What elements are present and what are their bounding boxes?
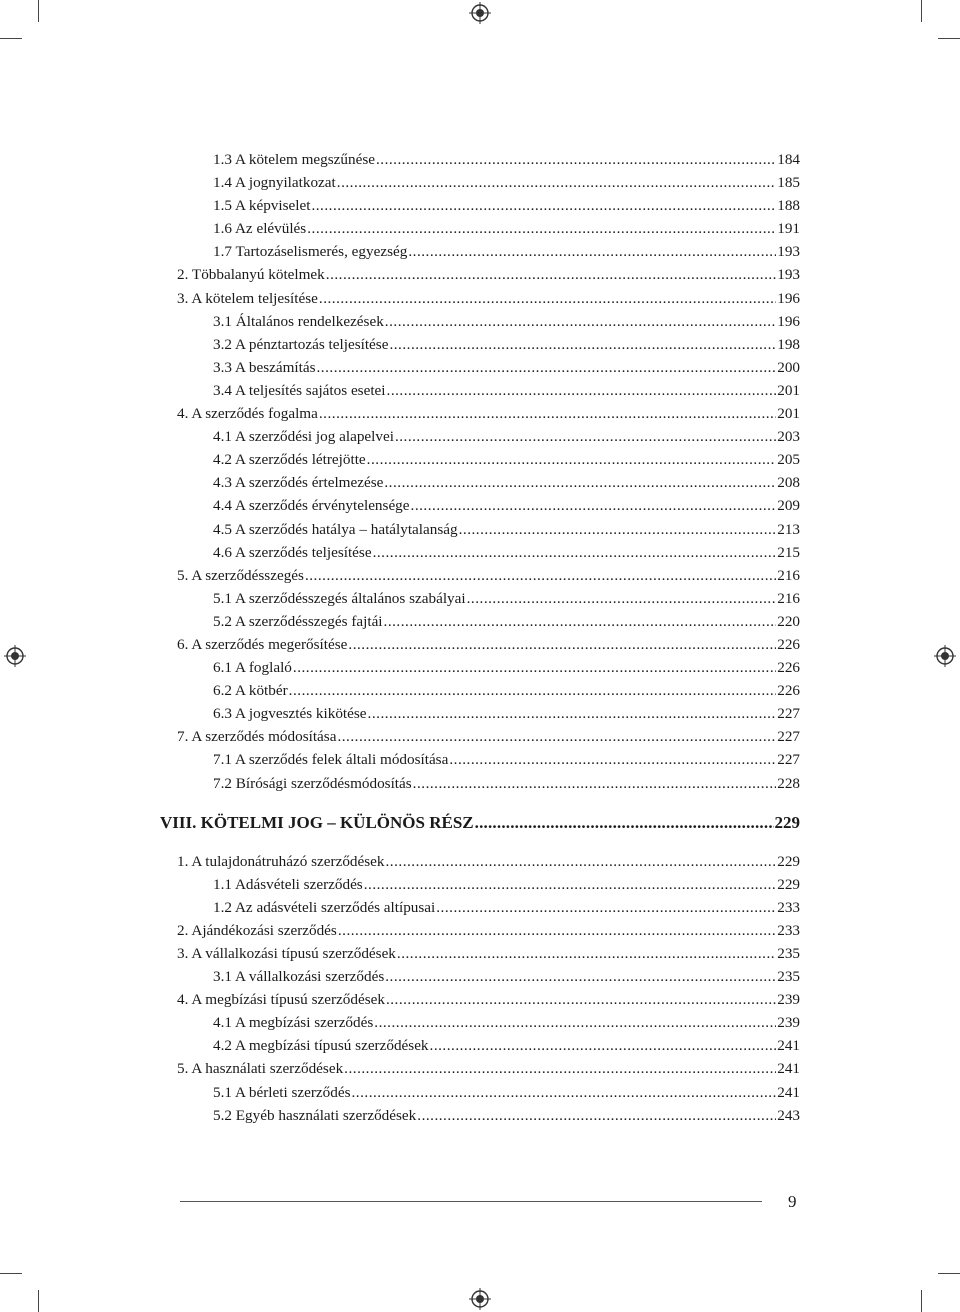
- toc-entry: [160, 965, 800, 988]
- toc-entry: [160, 748, 800, 771]
- registration-mark-right-icon: [934, 645, 956, 667]
- toc-entry: [160, 873, 800, 896]
- toc-leader-dots: [319, 287, 776, 310]
- toc-entry-page: 193: [777, 266, 800, 284]
- toc-entry: [160, 1034, 800, 1057]
- toc-leader-dots: [374, 1011, 776, 1034]
- toc-entry: [160, 541, 800, 564]
- toc-entry-page: 235: [777, 968, 800, 986]
- toc-entry-page: 226: [777, 635, 800, 653]
- toc-entry-page: 200: [777, 358, 800, 376]
- toc-leader-dots: [386, 850, 777, 873]
- toc-entry-label: 5.2 A szerződésszegés fajtái: [213, 612, 383, 630]
- toc-entry: [160, 1011, 800, 1034]
- toc-leader-dots: [384, 610, 777, 633]
- toc-entry-label: 5.1 A bérleti szerződés: [213, 1083, 351, 1101]
- toc-entry-label: 5. A szerződésszegés: [177, 566, 304, 584]
- toc-entry-label: 2. Többalanyú kötelmek: [177, 266, 325, 284]
- toc-entry-page: 227: [777, 705, 800, 723]
- toc-entry-label: 3.2 A pénztartozás teljesítése: [213, 335, 389, 353]
- toc-entry-label: 3.3 A beszámítás: [213, 358, 316, 376]
- crop-mark-top-right-v: [921, 0, 922, 22]
- toc-leader-dots: [376, 148, 776, 171]
- toc-entry-label: 7.2 Bírósági szerződésmódosítás: [213, 774, 412, 792]
- toc-entry-page: 239: [777, 1014, 800, 1032]
- toc-entry-page: 228: [777, 774, 800, 792]
- toc-leader-dots: [289, 679, 777, 702]
- toc-entry-page: 203: [777, 428, 800, 446]
- toc-entry-page: 227: [777, 728, 800, 746]
- toc-part-heading: [160, 808, 800, 838]
- toc-entry-label: 4.1 A megbízási szerződés: [213, 1014, 374, 1032]
- toc-entry-label: 1.4 A jognyilatkozat: [213, 174, 336, 192]
- toc-entry-page: 196: [777, 289, 800, 307]
- toc-entry-page: 208: [777, 474, 800, 492]
- toc-entry: [160, 518, 800, 541]
- toc-leader-dots: [367, 448, 777, 471]
- crop-mark-bottom-right-h: [938, 1273, 960, 1274]
- toc-entry: [160, 772, 800, 795]
- toc-entry-page: 229: [777, 852, 800, 870]
- toc-leader-dots: [387, 379, 777, 402]
- toc-leader-dots: [305, 564, 776, 587]
- toc-entry-page: 185: [777, 174, 800, 192]
- toc-entry-label: 1. A tulajdonátruházó szerződések: [177, 852, 385, 870]
- page-number: 9: [788, 1192, 797, 1211]
- footer-rule: [180, 1201, 762, 1202]
- toc-leader-dots: [337, 171, 776, 194]
- toc-entry-page: 226: [777, 682, 800, 700]
- toc-entry: [160, 448, 800, 471]
- toc-entry-label: 5. A használati szerződések: [177, 1060, 344, 1078]
- toc-entry: [160, 310, 800, 333]
- toc-leader-dots: [307, 217, 776, 240]
- toc-leader-dots: [459, 518, 777, 541]
- toc-leader-dots: [411, 494, 777, 517]
- toc-leader-dots: [397, 942, 776, 965]
- toc-entry-label: 5.1 A szerződésszegés általános szabályai: [213, 589, 466, 607]
- toc-entry-label: 4.6 A szerződés teljesítése: [213, 543, 372, 561]
- toc-leader-dots: [319, 402, 776, 425]
- toc-entry-label: 4. A megbízási típusú szerződések: [177, 991, 385, 1009]
- toc-entry: [160, 896, 800, 919]
- toc-entry-page: 215: [777, 543, 800, 561]
- toc-entry: [160, 610, 800, 633]
- toc-entry: [160, 471, 800, 494]
- toc-entry-label: 1.7 Tartozáselismerés, egyezség: [213, 243, 408, 261]
- toc-leader-dots: [364, 873, 777, 896]
- toc-entry-label: 1.2 Az adásvételi szerződés altípusai: [213, 898, 436, 916]
- toc-entry: [160, 725, 800, 748]
- toc-leader-dots: [317, 356, 777, 379]
- toc-entry-page: 241: [777, 1083, 800, 1101]
- registration-mark-left-icon: [4, 645, 26, 667]
- toc-entry-page: 227: [777, 751, 800, 769]
- toc-leader-dots: [385, 310, 776, 333]
- toc-entry-label: 7.1 A szerződés felek általi módosítása: [213, 751, 449, 769]
- toc-entry: [160, 402, 800, 425]
- toc-entry: [160, 988, 800, 1011]
- toc-entry: [160, 850, 800, 873]
- toc-entry-label: 3. A vállalkozási típusú szerződések: [177, 945, 396, 962]
- toc-entry: [160, 263, 800, 286]
- toc-entry-label: 5.2 Egyéb használati szerződések: [213, 1106, 417, 1124]
- toc-entry: [160, 679, 800, 702]
- toc-leader-dots: [348, 633, 776, 656]
- crop-mark-bottom-left-v: [38, 1290, 39, 1312]
- crop-mark-top-left-v: [38, 0, 39, 22]
- toc-entry-label: 4.3 A szerződés értelmezése: [213, 474, 384, 492]
- toc-entry: [160, 702, 800, 725]
- toc-entry: [160, 171, 800, 194]
- toc-entry: [160, 379, 800, 402]
- toc-entry-page: 191: [777, 220, 800, 238]
- toc-leader-dots: [368, 702, 777, 725]
- toc-entry-page: 184: [777, 151, 800, 168]
- toc-entry-page: 243: [777, 1106, 800, 1124]
- toc-leader-dots: [467, 587, 777, 610]
- table-of-contents: [160, 148, 800, 1127]
- toc-entry-page: 201: [777, 405, 800, 423]
- toc-entry: [160, 942, 800, 965]
- toc-entry: [160, 656, 800, 679]
- toc-entry-label: 1.1 Adásvételi szerződés: [213, 875, 363, 893]
- toc-leader-dots: [430, 1034, 777, 1057]
- toc-entry-label: 6.3 A jogvesztés kikötése: [213, 705, 367, 723]
- toc-entry-page: 216: [777, 566, 800, 584]
- toc-entry-page: 220: [777, 612, 800, 630]
- toc-entry: [160, 564, 800, 587]
- toc-entry: [160, 1104, 800, 1127]
- toc-entry-page: 239: [777, 991, 800, 1009]
- toc-entry: [160, 287, 800, 310]
- toc-entry-label: 2. Ajándékozási szerződés: [177, 921, 337, 939]
- toc-entry: [160, 494, 800, 517]
- toc-leader-dots: [384, 471, 776, 494]
- toc-entry-page: 233: [777, 921, 800, 939]
- toc-entry-page: 196: [777, 312, 800, 330]
- toc-entry-page: 216: [777, 589, 800, 607]
- toc-entry-label: 3.4 A teljesítés sajátos esetei: [213, 381, 386, 399]
- toc-entry: [160, 240, 800, 263]
- crop-mark-top-right-h: [938, 38, 960, 39]
- toc-entry: [160, 148, 800, 171]
- toc-entry: [160, 1081, 800, 1104]
- toc-entry-page: 229: [774, 812, 800, 832]
- toc-entry-label: 4.4 A szerződés érvénytelensége: [213, 497, 410, 515]
- toc-entry: [160, 333, 800, 356]
- toc-entry-label: 1.5 A képviselet: [213, 197, 311, 215]
- toc-entry: [160, 587, 800, 610]
- toc-entry-label: 6. A szerződés megerősítése: [177, 635, 348, 653]
- toc-entry-page: 226: [777, 659, 800, 677]
- toc-entry: [160, 425, 800, 448]
- toc-entry-page: 229: [777, 875, 800, 893]
- crop-mark-top-left-h: [0, 38, 22, 39]
- toc-leader-dots: [475, 808, 774, 838]
- toc-entry-page: 198: [777, 335, 800, 353]
- toc-leader-dots: [417, 1104, 776, 1127]
- toc-entry-page: 235: [777, 945, 800, 962]
- toc-leader-dots: [385, 965, 776, 988]
- toc-leader-dots: [373, 541, 777, 564]
- toc-leader-dots: [386, 988, 776, 1011]
- toc-entry-label: 4.2 A megbízási típusú szerződések: [213, 1037, 429, 1055]
- toc-entry-label: 1.3 A kötelem megszűnése: [213, 151, 375, 168]
- toc-entry: [160, 1057, 800, 1080]
- crop-mark-bottom-left-h: [0, 1273, 22, 1274]
- toc-leader-dots: [408, 240, 776, 263]
- toc-leader-dots: [413, 772, 777, 795]
- toc-entry-label: 6.2 A kötbér: [213, 682, 288, 700]
- toc-entry: [160, 633, 800, 656]
- toc-entry-page: 213: [777, 520, 800, 538]
- toc-entry: [160, 356, 800, 379]
- toc-entry-page: 233: [777, 898, 800, 916]
- toc-leader-dots: [436, 896, 776, 919]
- toc-entry-page: 205: [777, 451, 800, 469]
- toc-leader-dots: [395, 425, 776, 448]
- registration-mark-bottom-icon: [469, 1288, 491, 1310]
- toc-leader-dots: [449, 748, 776, 771]
- toc-entry-label: 7. A szerződés módosítása: [177, 728, 337, 746]
- toc-entry-page: 193: [777, 243, 800, 261]
- toc-leader-dots: [344, 1057, 776, 1080]
- toc-entry-label: 4. A szerződés fogalma: [177, 405, 318, 423]
- toc-leader-dots: [311, 194, 776, 217]
- toc-entry-label: VIII. KÖTELMI JOG – KÜLÖNÖS RÉSZ: [160, 812, 474, 832]
- toc-leader-dots: [337, 725, 776, 748]
- toc-entry-page: 188: [777, 197, 800, 215]
- toc-leader-dots: [338, 919, 776, 942]
- toc-entry: [160, 194, 800, 217]
- toc-leader-dots: [352, 1081, 777, 1104]
- registration-mark-top-icon: [469, 2, 491, 24]
- toc-entry-label: 3. A kötelem teljesítése: [177, 289, 318, 307]
- toc-entry-label: 3.1 Általános rendelkezések: [213, 312, 384, 330]
- toc-entry: [160, 217, 800, 240]
- toc-entry-page: 241: [777, 1037, 800, 1055]
- toc-leader-dots: [293, 656, 776, 679]
- crop-mark-bottom-right-v: [921, 1290, 922, 1312]
- toc-entry-page: 209: [777, 497, 800, 515]
- toc-entry-label: 3.1 A vállalkozási szerződés: [213, 968, 385, 986]
- toc-leader-dots: [389, 333, 776, 356]
- toc-entry-label: 6.1 A foglaló: [213, 659, 292, 677]
- toc-entry-label: 4.5 A szerződés hatálya – hatálytalanság: [213, 520, 458, 538]
- toc-leader-dots: [326, 263, 776, 286]
- toc-entry-page: 241: [777, 1060, 800, 1078]
- toc-entry-label: 1.6 Az elévülés: [213, 220, 307, 238]
- toc-entry: [160, 919, 800, 942]
- toc-entry-page: 201: [777, 381, 800, 399]
- toc-entry-label: 4.1 A szerződési jog alapelvei: [213, 428, 394, 446]
- toc-entry-label: 4.2 A szerződés létrejötte: [213, 451, 366, 469]
